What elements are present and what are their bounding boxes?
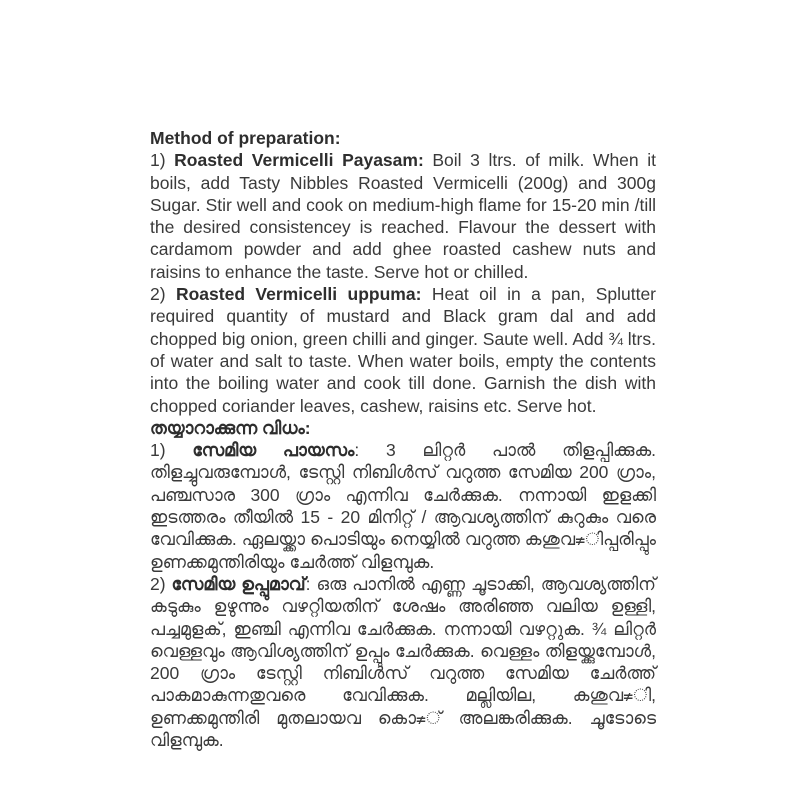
english-step-uppuma-body: Heat oil in a pan, Splutter required quantity of mustard and Black gram dal and add chopped big onion, green chilli and ginger. Saute well. Add ¾ ltrs. of water and salt to taste. When water boils, empty the contents into the boiling water and cook till done. Garnish the dish with chopped coriander leaves, cashew, raisins etc. Serve hot. [150,284,656,416]
english-method-heading: Method of preparation: [150,128,341,148]
english-step-payasam [150,149,656,283]
english-step-uppuma [150,283,656,417]
english-step-payasam-title: Roasted Vermicelli Payasam: [174,150,424,171]
malayalam-step-payasam-title: സേമിയ പായസം [192,440,355,461]
preparation-text-column [150,127,656,751]
malayalam-step-uppuma-title: സേമിയ ഉപ്പുമാവ് [171,573,306,594]
malayalam-step-payasam-number: 1) [150,440,193,461]
malayalam-step-payasam [150,439,656,573]
malayalam-step-uppuma [150,573,656,751]
english-step-uppuma-number: 2) [150,284,176,305]
english-step-payasam-number: 1) [150,150,175,171]
malayalam-step-payasam-body: : 3 ലിറ്റർ പാൽ തിളപ്പിക്കുക. തിളച്ചുവരുമ്പോൾ, ടേസ്റ്റി നിബിൾസ് വറുത്ത സേമിയ 200 ഗ്രാം, പഞ്ചസാര 300 ഗ്രാം എന്നിവ ചേർക്കുക. നന്നായി ഇളക്കി ഇടത്തരം തീയിൽ 15 - 20 മിനിറ്റ് / ആവശ്യത്തിന് കുറുകും വരെ വേവിക്കുക. ഏലയ്ക്കാ പൊടിയും നെയ്യിൽ വറുത്ത കശുവ≠ിപ്പരിപ്പും ഉണക്കമുന്തിരിയും ചേർത്ത് വിളമ്പുക. [150,440,656,572]
english-step-uppuma-title: Roasted Vermicelli uppuma: [175,284,422,305]
english-step-payasam-body: Boil 3 ltrs. of milk. When it boils, add Tasty Nibbles Roasted Vermicelli (200g) and 300g Sugar. Stir well and cook on medium-high flame for 15-20 min /till the desired consistencey is reached. Flavour the dessert with cardamom powder and add ghee roasted cashew nuts and raisins to enhance the taste. Serve hot or chilled. [150,150,656,282]
malayalam-step-uppuma-number: 2) [150,573,172,594]
malayalam-method-heading: തയ്യാറാക്കുന്ന വിധം: [150,417,311,438]
malayalam-step-uppuma-body: : ഒരു പാനിൽ എണ്ണ ചൂടാക്കി, ആവശ്യത്തിന് കടുകും ഉഴുന്നും വഴറ്റിയതിന് ശേഷം അരിഞ്ഞ വലിയ ഉള്ളി, പച്ചമുളക്, ഇഞ്ചി എന്നിവ ചേർക്കുക. നന്നായി വഴറ്റുക. ¾ ലിറ്റർ വെള്ളവും ആവിശ്യത്തിന് ഉപ്പും ചേർക്കുക. വെള്ളം തിളയ്ക്കുമ്പോൾ, 200 ഗ്രാം ടേസ്റ്റി നിബിൾസ് വറുത്ത സേമിയ ചേർത്ത് പാകമാകുന്നതുവരെ വേവിക്കുക. മല്ലിയില, കശുവ≠ി, ഉണക്കമുന്തിരി മുതലായവ കൊ≠് അലങ്കരിക്കുക. ചൂടോടെ വിളമ്പുക. [150,573,656,751]
